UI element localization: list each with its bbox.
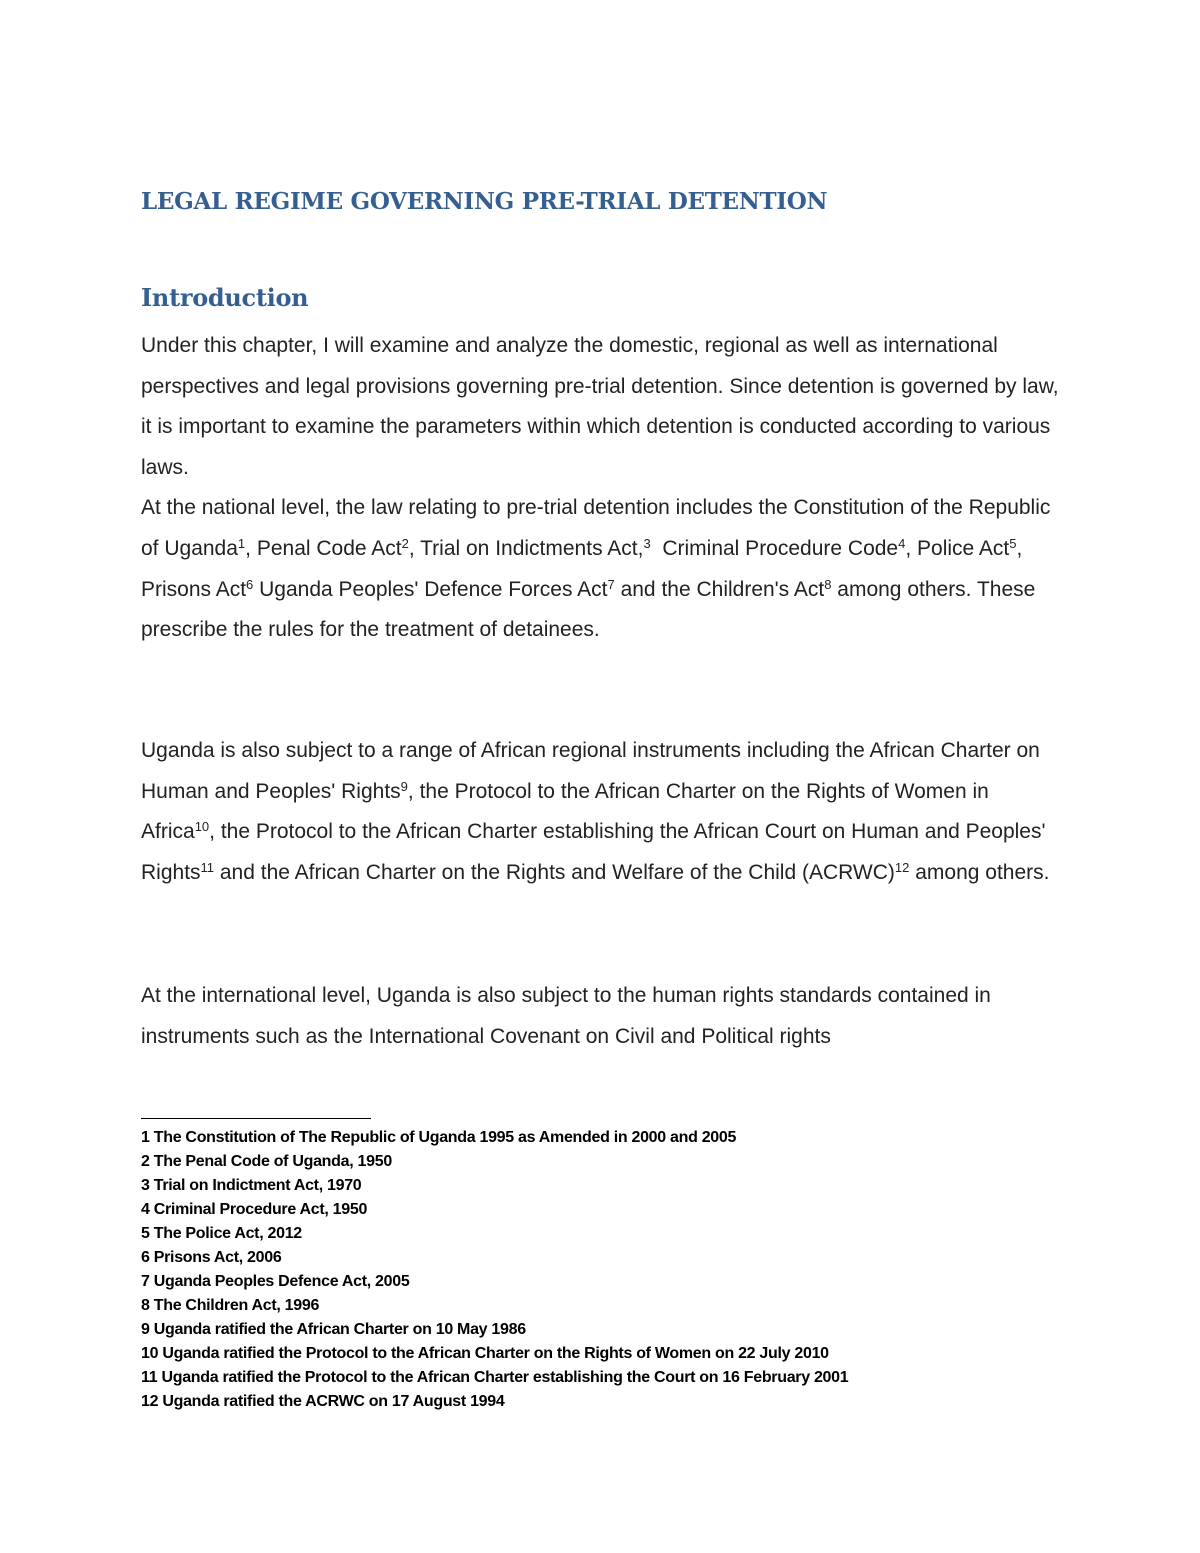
footnote-separator (141, 1118, 371, 1119)
footnote-item: 7 Uganda Peoples Defence Act, 2005 (141, 1273, 410, 1290)
footnote-item: 6 Prisons Act, 2006 (141, 1249, 282, 1266)
footnotes-list (141, 1126, 848, 1414)
section-heading-introduction: Introduction (141, 283, 309, 312)
paragraph-2-text: , Prisons Act (141, 536, 1023, 601)
footnote-ref: 8 (824, 576, 832, 592)
footnote-ref: 1 (237, 535, 246, 551)
footnote-ref: 3 (643, 535, 651, 551)
footnote-ref: 9 (400, 778, 408, 794)
paragraph-2-text: among others. These prescribe the rules for the treatment of detainees. (141, 577, 1036, 642)
paragraph-3-text: , the Protocol to the African Charter establishing the African Court on Human and Peoples' Rights (141, 820, 1046, 884)
paragraph-4: At the international level, Uganda is also subject to the human rights standards contained in instruments such as the International Covenant on Civil and Political rights (141, 984, 991, 1048)
footnote-ref: 2 (401, 535, 409, 551)
footnote-item: 2 The Penal Code of Uganda, 1950 (141, 1153, 392, 1170)
paragraph-2-text: At the national level, the law relating to pre-trial detention includes the Constitution of the Republic of Uganda (141, 496, 1051, 560)
paragraph-1: Under this chapter, I will examine and analyze the domestic, regional as well as international perspectives and legal provisions governing pre-trial detention. Since detention is governed by law, it is important to examine the parameters within which detention is conducted according to various laws. (141, 334, 1059, 479)
paragraph-3-text: Uganda is also subject to a range of African regional instruments including the African Charter on Human and Peoples' Rights (141, 739, 1040, 803)
footnote-ref: 10 (194, 819, 210, 835)
body-text-block-3 (141, 976, 1061, 1057)
footnote-item: 4 Criminal Procedure Act, 1950 (141, 1201, 368, 1218)
footnote-item: 3 Trial on Indictment Act, 1970 (141, 1177, 362, 1194)
paragraph-2-text: , Trial on Indictments Act, (408, 536, 644, 560)
footnote-item: 1 The Constitution of The Republic of Uganda 1995 as Amended in 2000 and 2005 (141, 1129, 737, 1146)
body-text-block-2 (141, 731, 1061, 893)
footnote-ref: 7 (607, 576, 615, 592)
paragraph-2-text: Criminal Procedure Code (650, 536, 899, 560)
paragraph-3-text: among others. (909, 860, 1050, 884)
paragraph-3 (141, 731, 1061, 893)
footnote-ref: 12 (894, 859, 910, 875)
footnote-ref: 4 (898, 535, 906, 551)
footnote-ref: 6 (246, 576, 254, 592)
footnote-item: 10 Uganda ratified the Protocol to the African Charter on the Rights of Women on 22 July 2010 (141, 1345, 829, 1362)
footnote-item: 12 Uganda ratified the ACRWC on 17 August 1994 (141, 1393, 505, 1410)
paragraph-2-text: and the Children's Act (614, 577, 825, 601)
paragraph-3-text: , the Protocol to the African Charter on the Rights of Women in Africa (141, 779, 989, 844)
body-text-block-1 (141, 326, 1061, 651)
paragraph-3-text: and the African Charter on the Rights and Welfare of the Child (ACRWC) (214, 860, 895, 884)
paragraph-2-text: Uganda Peoples' Defence Forces Act (253, 577, 608, 601)
footnote-item: 5 The Police Act, 2012 (141, 1225, 302, 1242)
footnote-ref: 5 (1009, 535, 1017, 551)
footnote-item: 9 Uganda ratified the African Charter on 10 May 1986 (141, 1321, 526, 1338)
footnote-item: 8 The Children Act, 1996 (141, 1297, 320, 1314)
paragraph-2-text: , Penal Code Act (245, 536, 402, 560)
footnote-item: 11 Uganda ratified the Protocol to the African Charter establishing the Court on 16 February 2001 (141, 1369, 849, 1386)
footnote-ref: 11 (200, 859, 215, 875)
paragraph-2-text: , Police Act (905, 536, 1010, 560)
paragraph-2 (141, 488, 1061, 650)
chapter-title: LEGAL REGIME GOVERNING PRE-TRIAL DETENTION (141, 188, 828, 215)
